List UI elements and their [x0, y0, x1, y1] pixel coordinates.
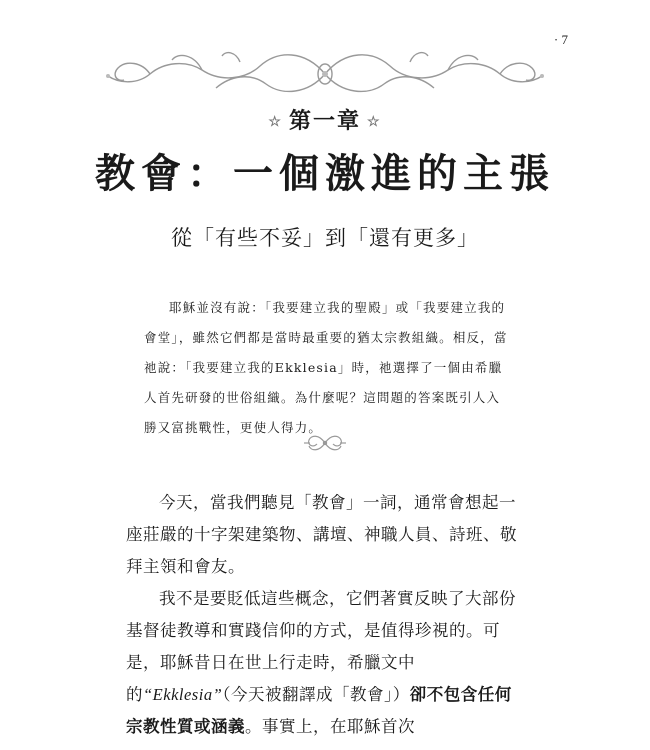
body-text: [126, 487, 528, 743]
ekklesia-italic-term: “Ekklesia”: [143, 685, 223, 704]
page-number: · 7: [553, 32, 568, 47]
epigraph-paragraph: 耶穌並沒有說：「我要建立我的聖殿」或「我要建立我的會堂」，雖然它們都是當時最重要的猶太宗教組織。相反，當祂說：「我要建立我的Ekklesia」時，祂選擇了一個由希臘人首先研發的世俗組織。為什麼呢？這問題的答案既引人入勝又富挑戰性，更使人得力。: [144, 300, 508, 435]
epigraph: [144, 293, 510, 443]
emphasis-text: 卻不包含任何宗教性質或涵義: [126, 685, 512, 736]
chapter-subtitle: 從「有些不妥」到「還有更多」: [171, 226, 479, 250]
star-right-icon: ☆: [367, 114, 382, 130]
flourish-ornament-small: [302, 432, 348, 454]
star-left-icon: ☆: [268, 114, 283, 130]
chapter-number: 第一章: [288, 108, 361, 134]
ekklesia-term: Ekklesia: [274, 360, 338, 375]
flourish-ornament-top: [90, 44, 560, 104]
chapter-label: [0, 104, 650, 135]
body-paragraph-2: 我不是要貶低這些概念，它們著實反映了大部份基督徒教導和實踐信仰的方式，是值得珍視的。可是，耶穌昔日在世上行走時，希臘文中的“Ekklesia”（今天被翻譯成「教會」）卻不包含任何宗教性質或涵義。事實上，在耶穌首次: [126, 589, 516, 736]
body-paragraph-1: 今天，當我們聽見「教會」一詞，通常會想起一座莊嚴的十字架建築物、講壇、神職人員、詩班、敬拜主領和會友。: [126, 493, 517, 576]
chapter-title: 教會：一個激進的主張: [95, 150, 555, 197]
